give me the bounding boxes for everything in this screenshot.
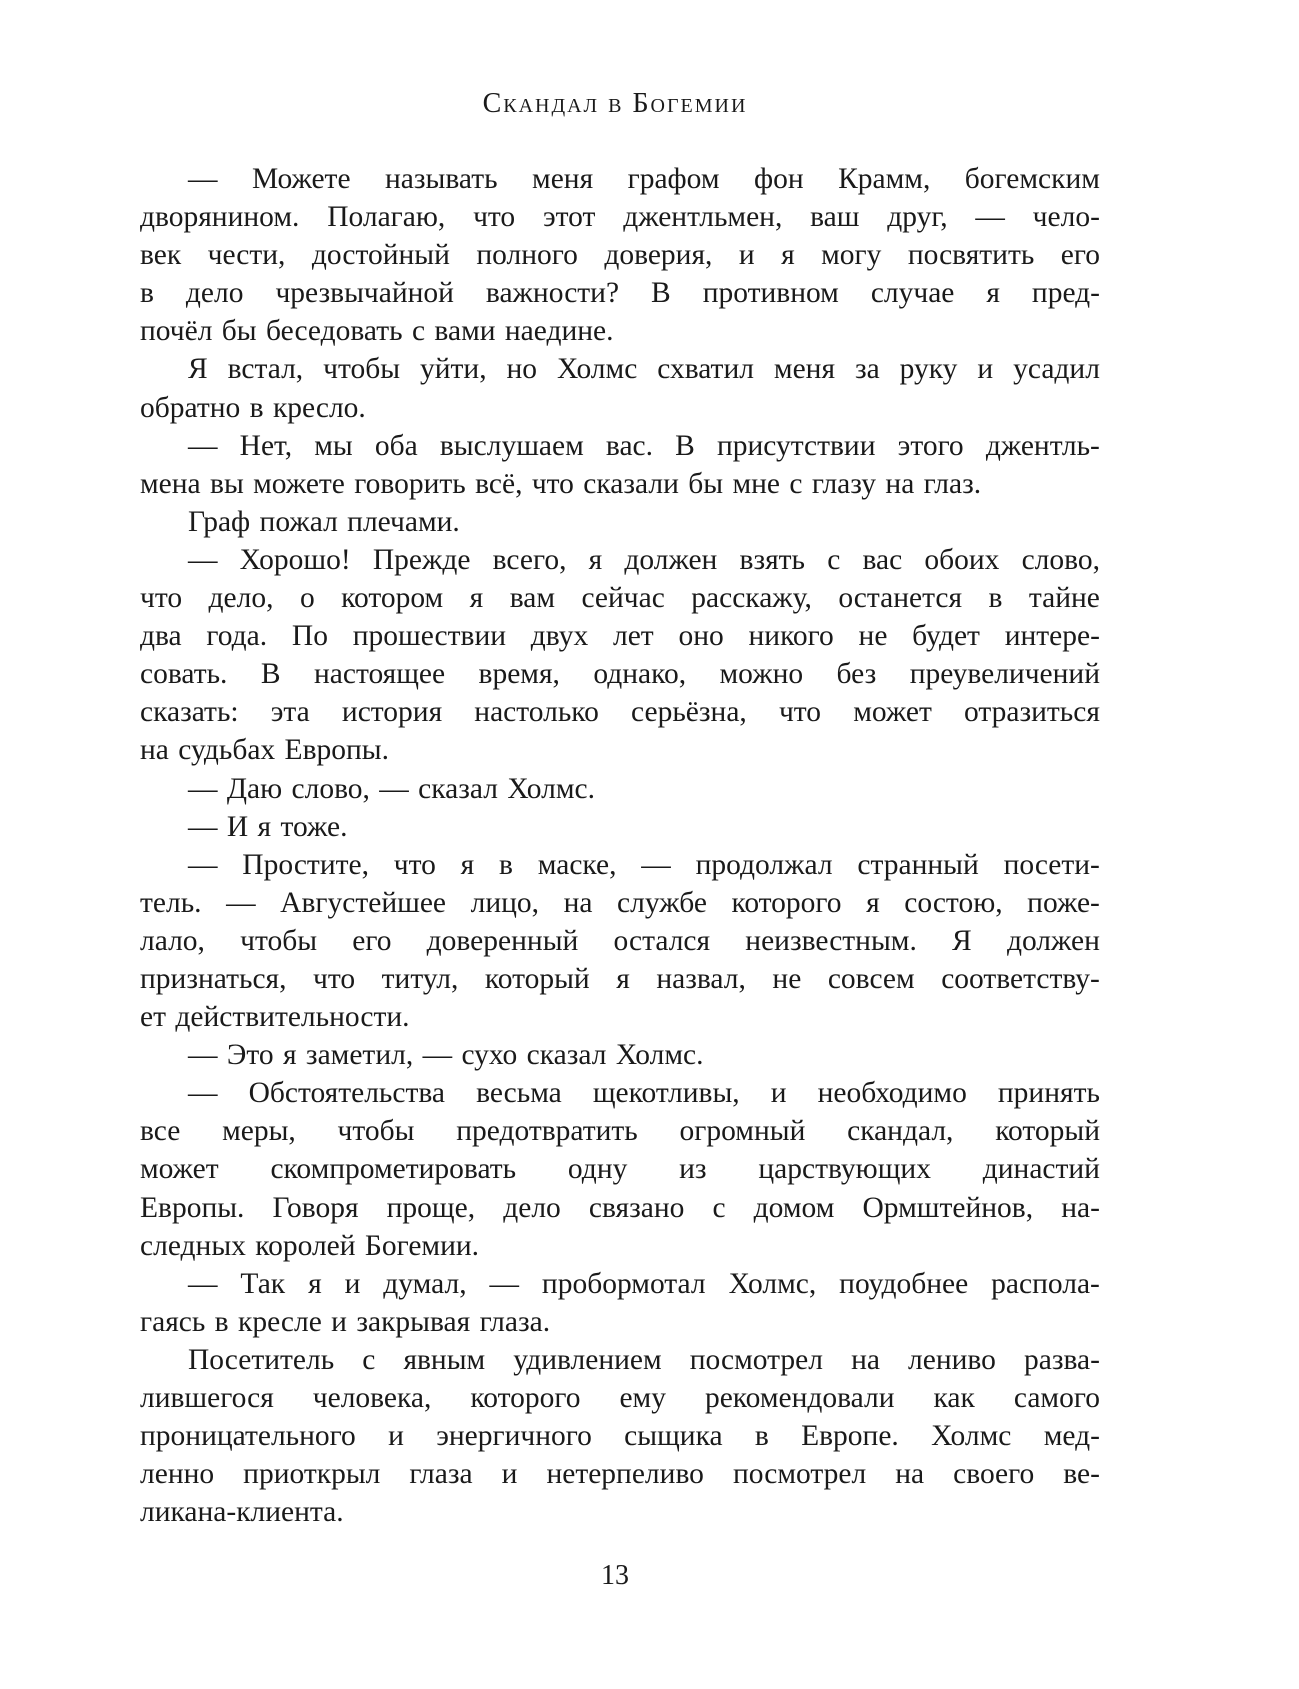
text-line: признаться, что титул, который я назвал, не совсем соответству- xyxy=(140,962,1100,995)
running-head: Скандал в Богемии xyxy=(482,88,748,119)
text-line: на судьбах Европы. xyxy=(140,734,389,767)
text-line: следных королей Богемии. xyxy=(140,1229,480,1262)
text-line: сказать: эта история настолько серьёзна, что может отразиться xyxy=(140,696,1100,729)
text-line: век чести, достойный полного доверия, и я могу посвятить его xyxy=(140,239,1100,272)
text-line: что дело, о котором я вам сейчас расскажу, останется в тайне xyxy=(140,582,1100,615)
text-line: гаясь в кресле и закрывая глаза. xyxy=(140,1305,551,1338)
text-line: ет действительности. xyxy=(140,1001,410,1034)
text-line: тель. — Августейшее лицо, на службе которого я состою, поже- xyxy=(140,886,1100,919)
text-line: — Хорошо! Прежде всего, я должен взять с вас обоих слово, xyxy=(188,543,1100,576)
text-line: мена вы можете говорить всё, что сказали бы мне с глазу на глаз. xyxy=(140,467,982,500)
text-line: Посетитель с явным удивлением посмотрел на лениво разва- xyxy=(188,1343,1100,1376)
text-line: Граф пожал плечами. xyxy=(188,505,460,538)
text-line: почёл бы беседовать с вами наедине. xyxy=(140,315,614,348)
text-line: лало, чтобы его доверенный остался неизвестным. Я должен xyxy=(140,924,1100,957)
text-line: в дело чрезвычайной важности? В противном случае я пред- xyxy=(140,277,1100,310)
text-line: — И я тоже. xyxy=(188,810,348,843)
text-line: дворянином. Полагаю, что этот джентльмен, ваш друг, — чело- xyxy=(140,201,1100,234)
text-line: — Даю слово, — сказал Холмс. xyxy=(188,772,596,805)
text-line: лившегося человека, которого ему рекомендовали как самого xyxy=(140,1382,1100,1414)
text-line: Европы. Говоря проще, дело связано с домом Ормштейнов, на- xyxy=(140,1191,1100,1224)
text-line: — Это я заметил, — сухо сказал Холмс. xyxy=(188,1039,704,1072)
text-line: — Нет, мы оба выслушаем вас. В присутствии этого джентль- xyxy=(188,429,1100,462)
text-line: — Обстоятельства весьма щекотливы, и необходимо принять xyxy=(188,1077,1100,1110)
text-line: обратно в кресло. xyxy=(140,391,366,424)
body-text xyxy=(140,160,1100,1531)
text-line: — Так я и думал, — пробормотал Холмс, поудобнее распола- xyxy=(188,1267,1100,1300)
page-number: 13 xyxy=(601,1560,629,1591)
text-line: все меры, чтобы предотвратить огромный скандал, который xyxy=(140,1115,1100,1148)
text-line: может скомпрометировать одну из царствующих династий xyxy=(140,1153,1100,1186)
text-line: — Можете называть меня графом фон Крамм, богемским xyxy=(188,163,1100,195)
text-line: ликана-клиента. xyxy=(140,1496,344,1529)
text-line: проницательного и энергичного сыщика в Европе. Холмс мед- xyxy=(140,1420,1100,1453)
text-line: Я встал, чтобы уйти, но Холмс схватил меня за руку и усадил xyxy=(188,353,1100,386)
text-line: совать. В настоящее время, однако, можно без преувеличений xyxy=(140,658,1100,691)
text-line: два года. По прошествии двух лет оно никого не будет интере- xyxy=(140,620,1100,653)
text-line: — Простите, что я в маске, — продолжал странный посети- xyxy=(188,848,1100,881)
text-line: ленно приоткрыл глаза и нетерпеливо посмотрел на своего ве- xyxy=(140,1458,1100,1491)
